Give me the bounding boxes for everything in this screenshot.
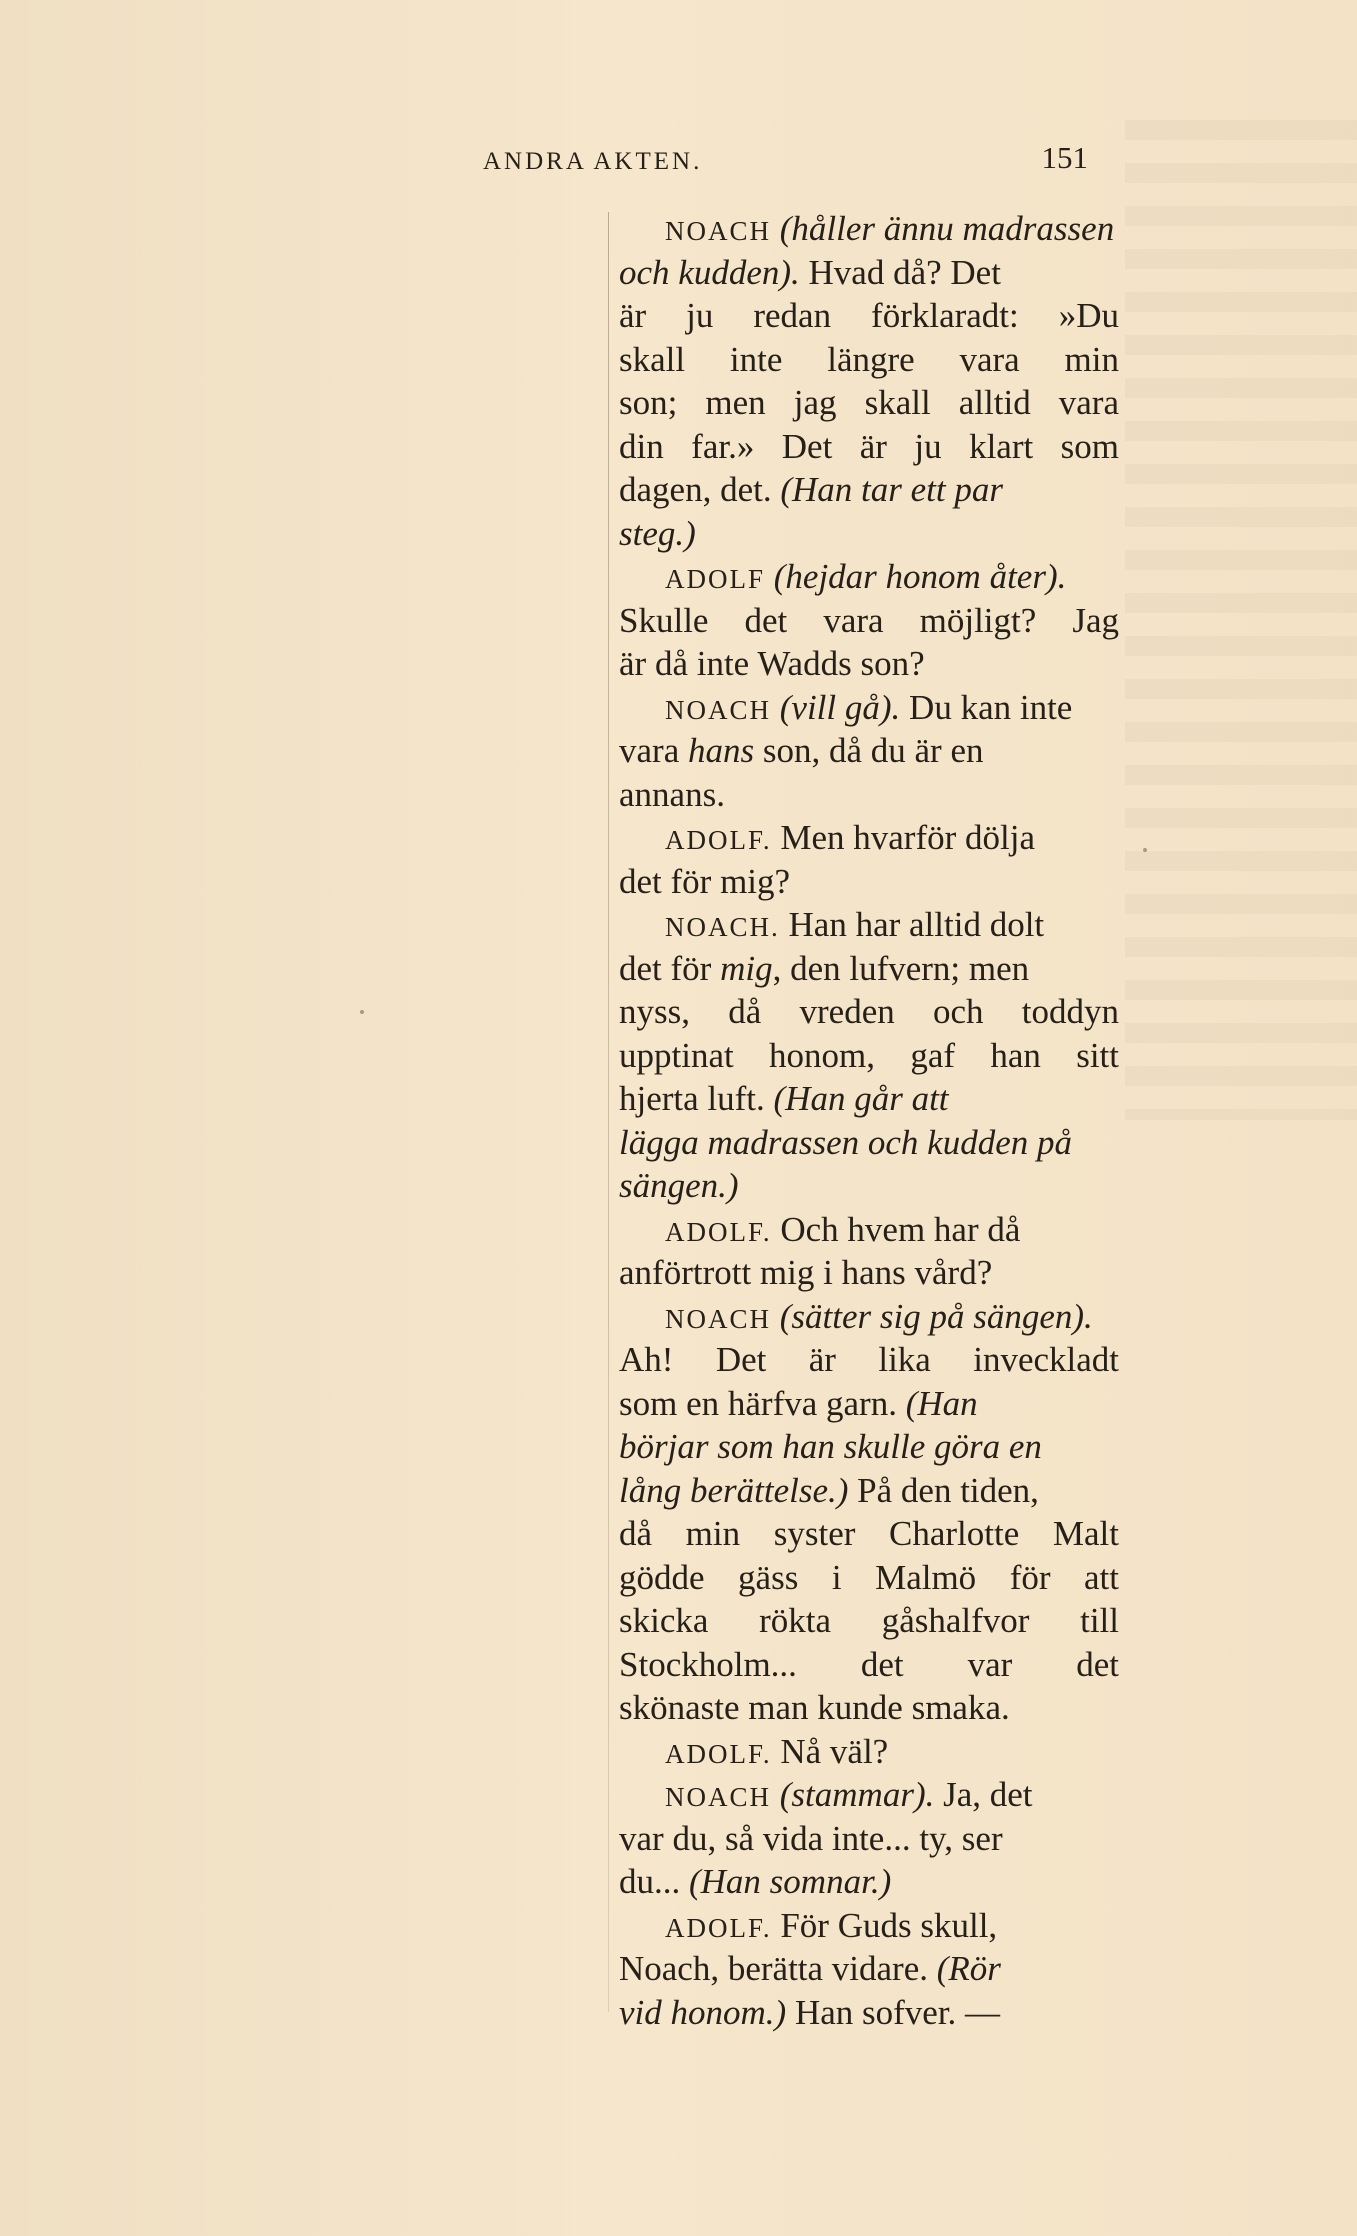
text-line: skall inte längre vara min <box>619 339 1119 379</box>
text-line: gödde gäss i Malmö för att <box>619 1557 1119 1597</box>
stage-direction: lång berättelse.) <box>619 1470 849 1510</box>
stage-direction: lägga madrassen och kudden på <box>619 1122 1073 1162</box>
text-line: din far.» Det är ju klart som <box>619 426 1119 466</box>
running-header <box>483 140 1088 180</box>
dialogue-text: son, då du är en <box>754 731 984 770</box>
speaker-name: NOACH <box>665 1782 772 1812</box>
text-line <box>619 1121 1119 1165</box>
text-line <box>619 1947 1119 1991</box>
stage-direction: vid honom.) <box>619 1992 787 2032</box>
dialogue-text: Han sofver. — <box>786 1992 1001 2032</box>
stage-direction: (vill gå). <box>779 687 901 727</box>
stage-direction: (Rör <box>936 1949 1001 1988</box>
speaker-name: ADOLF. <box>665 1216 772 1247</box>
text-line <box>619 903 1119 947</box>
dialogue-text: dagen, det. <box>619 470 781 509</box>
text-line <box>619 947 1119 991</box>
text-line: skönaste man kunde smaka. <box>619 1688 1010 1727</box>
stage-direction: steg.) <box>619 513 696 553</box>
dialogue-text: Ja, det <box>934 1775 1033 1814</box>
text-line <box>619 816 1119 860</box>
text-line <box>619 1904 1119 1948</box>
dialogue-text: Hvad då? Det <box>799 252 1001 292</box>
stage-direction: och kudden). <box>619 252 800 292</box>
speaker-name: NOACH <box>665 1303 772 1334</box>
text-line <box>619 1469 1119 1513</box>
ink-smudge <box>360 1010 364 1014</box>
text-line: anförtrott mig i hans vård? <box>619 1253 993 1292</box>
speaker-name: NOACH <box>665 694 772 725</box>
stage-direction: (Han går att <box>773 1079 949 1118</box>
text-line: Ah! Det är lika inveckladt <box>619 1340 1119 1379</box>
stage-direction: börjar som han skulle göra en <box>619 1427 1042 1466</box>
text-line <box>619 207 1119 251</box>
text-line <box>619 686 1119 730</box>
emphasis: hans <box>687 731 755 770</box>
speaker-name: ADOLF. <box>665 1738 772 1769</box>
text-line <box>619 555 1119 599</box>
dialogue-text: hjerta luft. <box>619 1079 774 1118</box>
text-line: Skulle det vara möjligt? Jag <box>619 600 1119 640</box>
text-line: annans. <box>619 774 725 814</box>
text-line <box>619 1991 1119 2035</box>
text-line: är då inte Wadds son? <box>619 644 925 683</box>
text-line: son; men jag skall alltid vara <box>619 383 1119 422</box>
stage-direction: (stammar). <box>779 1775 935 1814</box>
text-line <box>619 1730 1119 1774</box>
ink-smudge <box>1143 848 1147 852</box>
dialogue-text: Du kan inte <box>900 687 1073 727</box>
speaker-name: ADOLF. <box>665 1912 772 1943</box>
stage-direction: (Han tar ett par <box>780 470 1003 509</box>
speaker-name: NOACH <box>665 216 772 246</box>
dialogue-text: Men hvarför dölja <box>771 818 1035 857</box>
stage-direction: (Han somnar.) <box>689 1862 892 1901</box>
text-line <box>619 1164 1119 1208</box>
speaker-name: NOACH. <box>665 912 780 942</box>
text-line: skicka rökta gåshalfvor till <box>619 1601 1119 1640</box>
text-line <box>619 1382 1119 1426</box>
text-line <box>619 1860 1119 1904</box>
bleed-through-text <box>1125 120 1357 1120</box>
dialogue-text: vara <box>619 731 688 770</box>
text-line <box>619 251 1119 295</box>
dialogue-text: som en härfva garn. <box>619 1383 906 1423</box>
speaker-name: ADOLF. <box>665 825 772 855</box>
text-line: var du, så vida inte... ty, ser <box>619 1818 1003 1858</box>
text-line <box>619 729 1119 773</box>
text-line: då min syster Charlotte Malt <box>619 1514 1119 1553</box>
stage-direction: (hejdar honom åter). <box>773 557 1067 596</box>
dialogue-text: , den lufvern; men <box>772 948 1030 988</box>
text-line <box>619 512 1119 556</box>
dialogue-text: Noach, berätta vidare. <box>619 1949 937 1988</box>
text-line: är ju redan förklaradt: »Du <box>619 296 1119 335</box>
dialogue-text: Han har alltid dolt <box>779 905 1045 944</box>
dialogue-text: Nå väl? <box>771 1731 889 1771</box>
stage-direction: (Han <box>905 1383 978 1423</box>
text-line <box>619 1208 1119 1252</box>
text-line: det för mig? <box>619 861 791 901</box>
emphasis: mig <box>720 948 773 988</box>
play-text <box>619 207 1119 2034</box>
text-line: Stockholm... det var det <box>619 1644 1119 1684</box>
text-line: nyss, då vreden och toddyn <box>619 992 1119 1031</box>
text-line <box>619 1425 1119 1469</box>
text-line <box>619 1773 1119 1817</box>
dialogue-text: För Guds skull, <box>771 1905 998 1945</box>
speaker-name: ADOLF <box>665 564 766 594</box>
dialogue-text: Och hvem har då <box>771 1209 1021 1249</box>
margin-rule <box>608 212 609 2012</box>
text-line <box>619 1077 1119 1121</box>
dialogue-text: På den tiden, <box>848 1470 1039 1510</box>
text-line <box>619 1295 1119 1339</box>
running-title: ANDRA AKTEN. <box>483 148 703 175</box>
stage-direction: (sätter sig på sängen). <box>779 1296 1093 1336</box>
page-number: 151 <box>1041 140 1088 175</box>
dialogue-text: det för <box>619 948 721 988</box>
stage-direction: (håller ännu madrassen <box>779 209 1115 248</box>
text-line: upptinat honom, gaf han sitt <box>619 1035 1119 1075</box>
text-line <box>619 468 1119 512</box>
dialogue-text: du... <box>619 1862 689 1901</box>
stage-direction: sängen.) <box>619 1166 739 1205</box>
